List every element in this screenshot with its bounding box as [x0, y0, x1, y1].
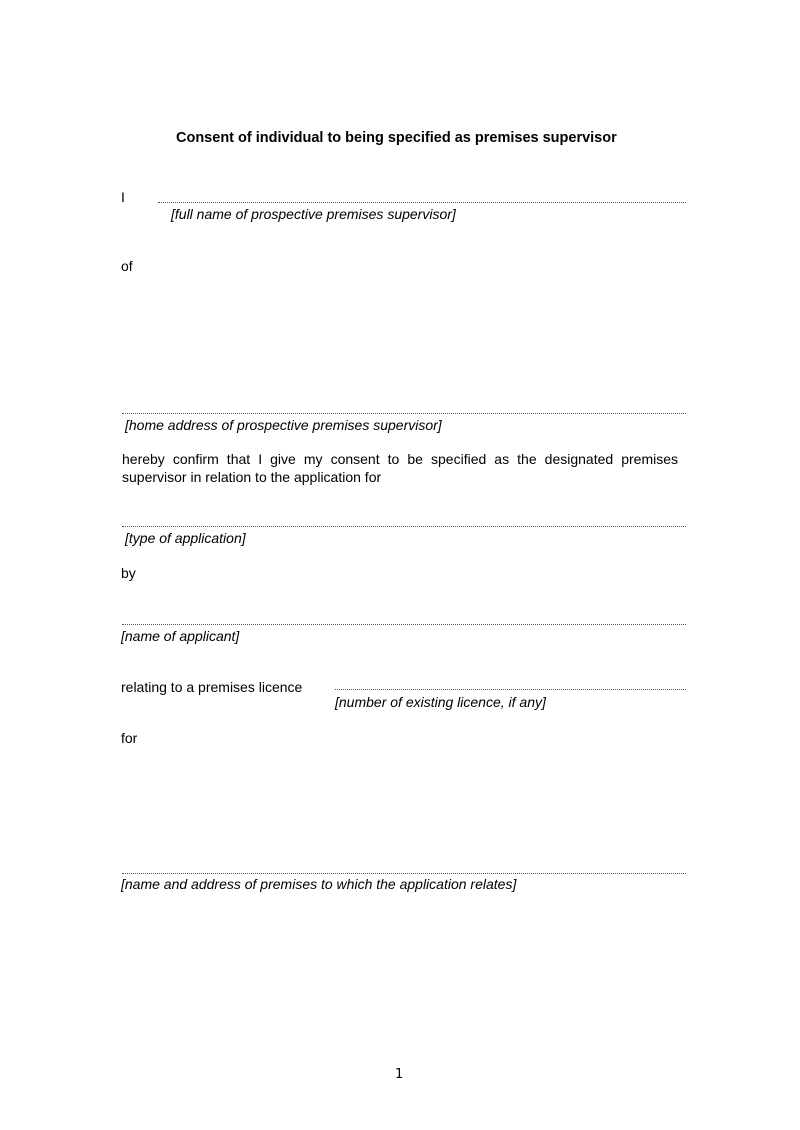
i-label: I	[121, 189, 125, 205]
home-address-hint: [home address of prospective premises supervisor]	[125, 417, 442, 433]
applicant-name-hint: [name of applicant]	[121, 628, 240, 644]
by-label: by	[121, 565, 136, 581]
application-type-field-line[interactable]	[122, 526, 686, 527]
licence-number-field-line[interactable]	[335, 689, 686, 690]
home-address-field-line[interactable]	[122, 413, 686, 414]
full-name-hint: [full name of prospective premises supervisor]	[171, 206, 456, 222]
premises-field-line[interactable]	[122, 873, 686, 874]
page-number: 1	[395, 1067, 404, 1082]
of-label: of	[121, 258, 133, 274]
document-title: Consent of individual to being specified as premises supervisor	[176, 130, 617, 146]
licence-label: relating to a premises licence	[121, 679, 303, 695]
full-name-field-line[interactable]	[158, 202, 686, 203]
application-type-hint: [type of application]	[125, 530, 246, 546]
licence-number-hint: [number of existing licence, if any]	[335, 694, 546, 710]
consent-statement: hereby confirm that I give my consent to be specified as the designated premises supervisor in relation to the application for	[122, 451, 678, 485]
premises-hint: [name and address of premises to which the application relates]	[121, 876, 517, 892]
for-label: for	[121, 730, 138, 746]
applicant-name-field-line[interactable]	[122, 624, 686, 625]
